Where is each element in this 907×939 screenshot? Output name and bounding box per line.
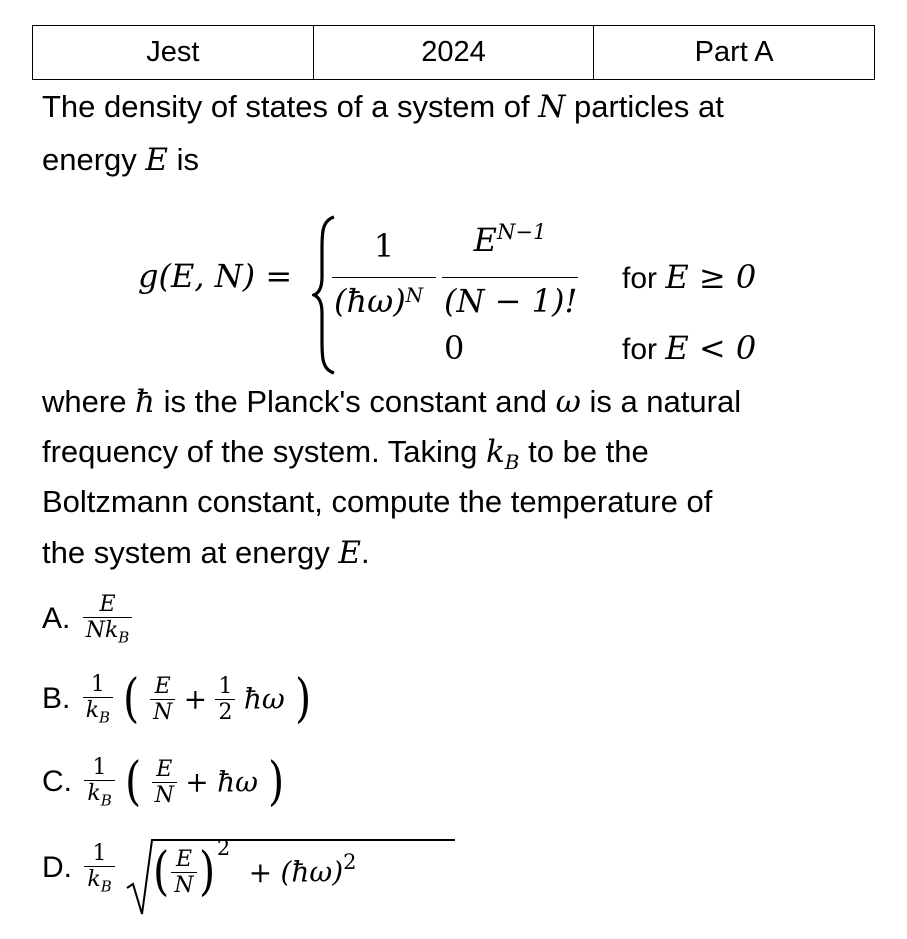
- header-part: Part A: [594, 26, 875, 80]
- option-c-label: C.: [42, 765, 72, 799]
- question-line-1: The density of states of a system of N particles at: [42, 89, 724, 125]
- header-year: 2024: [313, 26, 594, 80]
- condition-2: for E < 0: [622, 329, 757, 367]
- header-table: [32, 25, 875, 80]
- fraction-2-denominator: (N − 1)!: [444, 282, 578, 320]
- option-b-close-paren: ): [295, 669, 312, 730]
- option-b-e-over-n: $\frac{E}{N}$: [150, 674, 175, 725]
- option-c[interactable]: C. $\frac{1}{k_B}$ ( $\frac{E}{N}$ + ħω ): [42, 752, 285, 813]
- option-a-label: A.: [42, 602, 71, 636]
- option-b-open-paren: (: [123, 669, 140, 730]
- option-b-half: $\frac{1}{2}$: [215, 674, 235, 725]
- question-line-2: energy E is: [42, 142, 200, 178]
- option-a-fraction: $\frac{E}{Nk_B}$: [83, 592, 133, 646]
- fraction-2-bar: [442, 277, 578, 278]
- option-d-sqrt: ( $\frac{E}{N}$ )$^2$ + (ħω)$^2$: [125, 838, 356, 898]
- header-exam: Jest: [33, 26, 314, 80]
- option-b[interactable]: B. $\frac{1}{k_B}$ ( $\frac{E}{N}$ + $\frac{1}{2}$ ħω ): [42, 669, 312, 730]
- fraction-1-bar: [332, 277, 436, 278]
- density-of-states-equation: [0, 205, 907, 375]
- option-b-label: B.: [42, 682, 71, 716]
- option-c-prefactor: $\frac{1}{k_B}$: [84, 755, 114, 809]
- fraction-1-denominator: (ħω)$^N$: [334, 282, 424, 320]
- question-line-4: frequency of the system. Taking $k_B$ to be the: [42, 434, 649, 475]
- option-d[interactable]: [42, 835, 357, 902]
- sqrt-sign-icon: [125, 836, 455, 920]
- option-d-label: D.: [42, 851, 72, 884]
- fraction-2-numerator: $E^{N-1}$: [473, 219, 547, 259]
- question-line-6: the system at energy E.: [42, 535, 370, 571]
- equation-lhs: g(E, N) =: [138, 257, 293, 295]
- option-a[interactable]: [42, 592, 132, 646]
- option-b-prefactor: $\frac{1}{k_B}$: [83, 672, 113, 726]
- equation-zero: 0: [444, 329, 465, 367]
- fraction-1-numerator: 1: [373, 227, 395, 265]
- option-c-e-over-n: $\frac{E}{N}$: [152, 757, 177, 808]
- option-c-open-paren: (: [125, 752, 142, 813]
- condition-1: for E ≥ 0: [622, 258, 757, 296]
- option-d-e-over-n: $\frac{E}{N}$: [171, 847, 196, 898]
- question-line-5: Boltzmann constant, compute the temperature of: [42, 484, 713, 519]
- option-c-close-paren: ): [268, 752, 285, 813]
- option-d-prefactor: $\frac{1}{k_B}$: [84, 841, 114, 895]
- question-line-3: where ħ is the Planck's constant and ω is a natural: [42, 384, 742, 420]
